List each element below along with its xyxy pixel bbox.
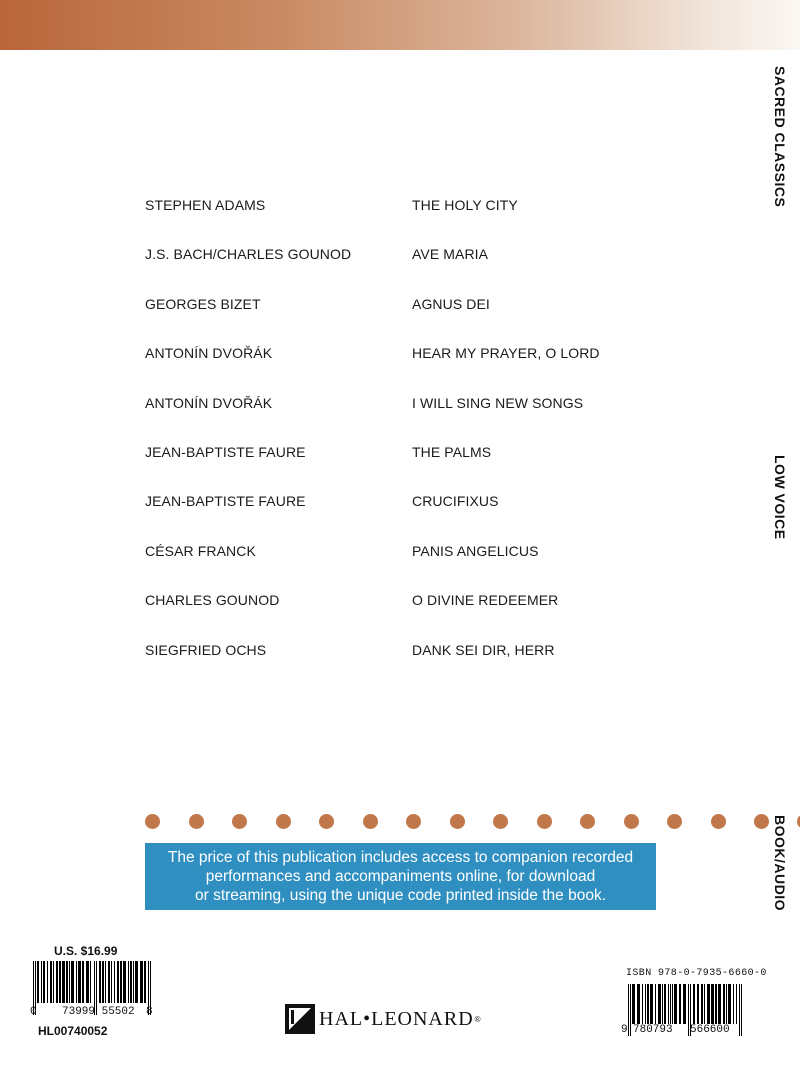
barcode-bar [642,984,643,1024]
barcode-bar [117,961,119,1003]
barcode-bar [78,961,81,1003]
song-composer: SIEGFRIED OCHS [145,641,267,658]
barcode-bar [674,984,677,1024]
ean-digit-lead: 9 [621,1024,628,1036]
barcode-bar [47,961,48,1003]
publisher-logo [285,1004,481,1034]
song-row [145,345,665,394]
song-row [145,296,665,345]
song-title: AGNUS DEI [412,295,490,312]
dot-divider [145,814,800,832]
barcode-bar [53,961,54,1003]
barcode-bar [628,984,629,1036]
song-composer: J.S. BACH/CHARLES GOUNOD [145,246,352,263]
online-audio-notice [145,843,656,910]
barcode-bar [658,984,661,1024]
divider-dot [754,814,769,829]
barcode-bar [90,961,91,1003]
song-row [145,543,665,592]
barcode-bar [701,984,703,1024]
upc-digit-main: 73999 55502 [62,1006,135,1018]
barcode-bar [655,984,656,1024]
barcode-bar [707,984,710,1024]
ean-digit-left-group: 780793 [633,1024,673,1036]
barcode-bar [86,961,89,1003]
ean-digit-right-group: 566600 [690,1024,730,1036]
song-title: I WILL SING NEW SONGS [412,394,584,411]
song-title: O DIVINE REDEEMER [412,592,559,609]
song-row [145,493,665,542]
song-list [145,197,665,691]
song-composer: CÉSAR FRANCK [145,542,256,559]
divider-dot [189,814,204,829]
hal-leonard-logo-icon [285,1004,315,1034]
upc-digit-lead: 0 [30,1006,37,1018]
divider-dot [406,814,421,829]
barcode-bar [739,984,740,1036]
barcode-bar [128,961,129,1003]
divider-dot [711,814,726,829]
divider-dot [276,814,291,829]
barcode-bar [37,961,39,1003]
barcode-bar [723,984,725,1024]
price-label: U.S. $16.99 [54,944,118,958]
barcode-bar [69,961,70,1003]
publisher-name: HAL•LEONARD [319,1007,474,1030]
song-title: AVE MARIA [412,246,489,263]
divider-dot [580,814,595,829]
top-color-band [0,0,800,50]
divider-dot [363,814,378,829]
song-row [145,642,665,691]
barcode-bar [637,984,640,1024]
song-composer: ANTONÍN DVOŘÁK [145,345,273,362]
barcode-bar [133,961,134,1003]
barcode-bar [135,961,138,1003]
barcode-bar [71,961,74,1003]
divider-dot [319,814,334,829]
barcode-bar [726,984,727,1024]
song-title: PANIS ANGELICUS [412,542,539,559]
divider-dot [624,814,639,829]
song-composer: JEAN-BAPTISTE FAURE [145,443,306,460]
barcode-bar [56,961,58,1003]
barcode-bar [108,961,110,1003]
song-title: THE PALMS [412,443,492,460]
barcode-bar [662,984,663,1024]
barcode-bar [697,984,699,1024]
barcode-bar [62,961,65,1003]
song-composer: CHARLES GOUNOD [145,592,280,609]
song-title: THE HOLY CITY [412,197,518,213]
song-row [145,592,665,641]
notice-line: The price of this publication includes access to companion recorded [167,849,634,866]
song-title: CRUCIFIXUS [412,493,499,510]
notice-line: performances and accompaniments online, for download [205,868,596,885]
barcode-bar [632,984,635,1024]
barcode-bar [650,984,653,1024]
song-row [145,395,665,444]
song-composer: ANTONÍN DVOŘÁK [145,394,273,411]
song-title: HEAR MY PRAYER, O LORD [412,345,600,362]
barcode-bar [76,961,77,1003]
divider-dot [232,814,247,829]
barcode-bar [82,961,84,1003]
upc-digit-check: 8 [146,1006,153,1018]
barcode-bar [120,961,122,1003]
divider-dot [537,814,552,829]
barcode-bar [704,984,705,1024]
barcode-bar [105,961,106,1003]
barcode-bar [111,961,112,1003]
barcode-bar [144,961,146,1003]
barcode-bar [41,961,42,1003]
song-row [145,197,665,246]
barcode-bar [114,961,115,1003]
barcode-bar [664,984,666,1024]
song-composer: STEPHEN ADAMS [145,197,266,213]
barcode-bar [647,984,649,1024]
barcode-bar [693,984,695,1024]
barcode-bar [728,984,731,1024]
song-row [145,444,665,493]
spine-format-label: BOOK/AUDIO [772,815,788,911]
barcode-bar [130,961,132,1003]
barcode-bar [43,961,45,1003]
barcode-bar [679,984,681,1024]
barcode-bar [99,961,101,1003]
barcode-bar [741,984,742,1036]
barcode-bar [715,984,717,1024]
isbn-label: ISBN 978-0-7935-6660-0 [626,968,767,979]
barcode-bar [140,961,143,1003]
registered-mark: ® [474,1014,481,1024]
barcode-bar [736,984,737,1024]
spine-series-title: SACRED CLASSICS [772,66,788,208]
divider-dot [493,814,508,829]
spine-voice-label: LOW VOICE [772,455,788,540]
barcode-bar [683,984,686,1024]
song-title: DANK SEI DIR, HERR [412,641,555,658]
barcode-bar [123,961,126,1003]
song-composer: JEAN-BAPTISTE FAURE [145,493,306,510]
song-composer: GEORGES BIZET [145,295,261,312]
barcode-bar [50,961,52,1003]
barcode-bar [59,961,61,1003]
barcode-bar [102,961,104,1003]
barcode-bar [66,961,68,1003]
barcode-bar [630,984,631,1036]
barcode-bar [733,984,734,1024]
barcode-bar [672,984,673,1024]
barcode-bar [668,984,669,1024]
divider-dot [450,814,465,829]
barcode-bar [645,984,646,1024]
notice-line: or streaming, using the unique code printed inside the book. [194,887,606,904]
barcode-bar [670,984,671,1024]
divider-dot [667,814,682,829]
song-row [145,246,665,295]
barcode-bar [711,984,714,1024]
divider-dot [145,814,160,829]
barcode-bar [688,984,689,1036]
item-code: HL00740052 [38,1024,108,1038]
barcode-bar [718,984,721,1024]
